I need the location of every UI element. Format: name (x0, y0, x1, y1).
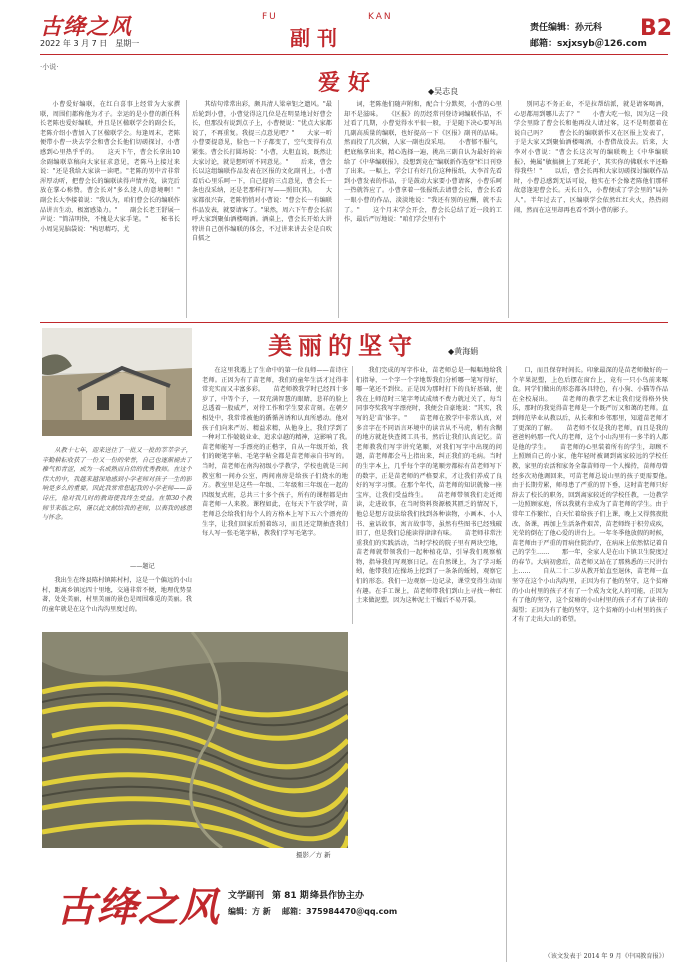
story2-col-a: 我出生在绛县陈村镇陈村村，这是一个偏远的小山村，距离乡镇远四十里地，交通非常不便，地理优势显著，处处美丽，村里美丽的景色是周围难觅的美丽。我的童年就是在这个山沟沟里度过的。 (42, 577, 192, 613)
header-rule (40, 54, 668, 55)
story2-col-d: 口，而且保存时间长。印象最深的是苗老师做好的一个苹果泥塑，上色后摆在窗台上，竟有一只小鸟前来啄食。同学们做出的形态都各具特色，有小狗、小猫等作品在全校展出。 苗老师的教学艺术让我们觉得格外快乐，那时的我觉得苗老师是一个既严厉又和蔼的老师。直到师范毕业从教以后，从长辈和乡邻那里，知道苗老师才了更深的了解。 苗老师不仅是我的老师，而且是我的爸爸妈妈那一代人的老师，这个小山沟里有一多半的人都是他的学生。 苗老师的心里装着所有的学生，却顾不上照顾自己的小家，他年轻时被调到离家较远的学校任教，家里的农活和家务全靠苗师母一个人操持，苗师母曾经多次劝他调回来，可苗老师总说山里的孩子更需要他。 由于长期劳累，师母患了严重的胃下垂，这时苗老师只好辞去了校长的职务，回到离家较近的学校任教，一边教学一边照顾家庭，所以我就有幸成为了苗老师的学生。由于常年工作繁忙，白天忙着给孩子们上课，晚上又得熬夜批改、备课，再加上生活条件艰苦，苗老师终于积劳成疾，光荣的倒在了他心爱的讲台上。一年冬季他放假的时候，苗老师由于严重的胃病住院治疗，在病床上依然惦记着自己的学生…… 那一年，全家人是在山下镇卫生院度过的春节。大病初愈后，苗老师又站在了那熟悉的三尺讲台上…… 自从二十二岁从教开始直至退休，苗老师一直坚守在这个小山沟沟里，正因为有了他的坚守，这个贫瘠的小山村里的孩子才有了一个成为文化人的可能，正因为有了他的坚守，这个贫瘠的小山村里的孩子才有了读书的渴望；正因为有了他的坚守，这个贫瘠的小山村里的孩子才有了走出大山的希望。 (512, 367, 668, 624)
story1-tag: ·小说· (40, 63, 59, 71)
story1-col4: 别同志不务正业，不是拉帮结派，就是请客喝酒，心思都用到哪儿去了？" 小曹大吃一惊，因为这一段学会里除了曹会长和他再没人请过客，这不是明摆着在说自己吗？ 曹会长的编联新作又在区报上发表了，于是大家又到聚仙酒楼喝酒，小曹借故没去。后来，大李对小曹说："曹会长这次写的编联晚上《中华编联报》，掩属"敏搞摘上了死耗子'，其实你的佛联水平还略得我些！" 以后，曹会长再和大家切磋探讨编联作品时，小曹总感到无话可说，他实在不会像老陈他们那样故意逢迎曹会长。天长日久，小曹便成了学会里的"局外人"。半年过去了，区编联学会依然红红火火，热热闹闹，然而在这里却再也看不到小曹的影子。 (514, 101, 668, 214)
story2-intro-signature: ——题记 (130, 563, 155, 570)
story2-divider2 (506, 366, 507, 962)
issue-date: 2022 年 3 月 7 日 星期一 (40, 39, 140, 48)
house-image (42, 328, 192, 436)
story2-title: 美丽的坚守 (268, 332, 418, 360)
story1-col1: 小曹爱好编联，在红白喜事上经常为大家撰联，周围们都称他为才子。幸运的是小曹的新任科长老陈也爱好编联，并且是区楹联学会的副会长，老陈介绍小曹加入了区楹联学会。每逢周末，老陈便带小曹一块去学会和曹会长他们切磋探讨，小曹感到心里热乎乎的。 这天下午，曹会长拿出10余副编联草稿向大家征求意见，老陈马上接过来说："还是我给大家读一读吧。"老陈的男中音非常浑厚动听，把曹会长的编联读得声情并茂，读完后放在掌心称赞。曹会长对"多么迷人的意境啊！" 副会长大李接着说："我认为，咱们曹会长的编联作品讲言生动，极富感染力。" 副会长老王舒展一声说："简洁明快，不愧是大家手笔。" 秘书长小周晃晃脑袋说："构思精巧，尤 (40, 101, 180, 233)
story2-author: ◆黄海娟 (448, 347, 479, 356)
footer-label: 文学副刊 (228, 891, 265, 901)
footer-issue: 第 81 期 (272, 891, 309, 901)
story1-divider1 (186, 100, 187, 318)
story1-divider2 (338, 100, 339, 318)
pinyin-fu: FU (262, 12, 278, 22)
story2-divider1 (352, 366, 353, 624)
story1-divider3 (508, 100, 509, 318)
story1-author: ◆吴志良 (428, 87, 459, 96)
story2-intro: 从教十七年，迎来送往了一批又一批的莘莘学子，辛勤耕耘收获了一份又一份的荣誉，自己也逐渐褪去了稚气和青涩，成为一名成熟而自信的优秀教师。在这个伟大的中，我越来越深地感到小学老师对孩子一生的影响是多么的重要。因此我常常想起我的小学老师——苗诗庄，他对我几时的教诲使我终生受益。在第30个教师节来临之际，谨以此文献给我的老师，以表我的感恩与怀念。 (42, 447, 192, 522)
footer-sponsor: 绛县作协主办 (310, 891, 365, 901)
header-editor: 责任编辑：孙元科 (530, 23, 603, 33)
masthead-logo: 古绛之风 (40, 14, 133, 40)
story1-col3: 词，老陈他们随声附和，配合十分默契，小曹的心里却不是滋味。 《区报》的历经常刊登诗词编联作品，不过看了几期，小曹觉得水平很一般，于是随下决心要写出几副高质量的编联，也好提高一下《区报》副刊的品味。然而投了几次稿，人家一副也没采用。 小曹郁不服气，把底稿拿出来，精心选择一遍，挑出三副自认为最好的亲给了《中华编联报》，没想到竟在"编联新作选登"栏目刊登了出来。一幅上，学会订有好几份这种报纸，大李首先看到小曹发表的作品，于是鼓动大家要小曹请客，小曹乐呵一热就答应了。小曹拿着一张报纸去请曹会长，曹会长看一眼小曹的作品，淡淡地说："我还有别的应酬，就不去了。" 这个月末学会开会，曹会长总结了近一段的工作，最后严厉地说："咱们学会里有个 (344, 101, 502, 224)
terrace-photo (42, 632, 348, 848)
page-number: B2 (640, 16, 673, 41)
story1-title: 爱好 (318, 71, 379, 96)
story2-footnote: （该文发表于 2014 年 9 月《中国教育报》） (544, 953, 668, 960)
terrace-image (42, 632, 348, 848)
story2-col-b: 在这里我遇上了生命中的第一位良师——苗诗庄老师。正因为有了苗老师，我们的童年生活才过得非常充实而又丰富多彩。 苗老师教我学时已经四十多岁了，中等个子，一双充满智慧的眼睛，悲祥的脸上总透着一股威严，对待工作和学生要求苛刻。在朝夕相处中，我常常被他的循循善诱和认真所感动。他对孩子们向来严厉、精益求精，从他身上，我们学到了一种对工作兢兢业业、追求卓越的精神，这影响了我。 苗老师能写一手漂亮的正楷字，自从一年级开始，我们的硬笔字帖、毛笔字帖全都是苗老师亲自书写的。当时，苗老师在南沟初级小学教学，学校也就是三间教室和一间办公室，两间南房是给孩子们烧水的地方。教室里是这些一年级、二年级和三年级在一起的四级复式班，总共三十多个孩子，所有的课程都是由苗老师一人来教。课程如此，在每天下午放学时，苗老师总会给我们每个人的方格本上写下五六个漂亮的生字，让我们回家后照着练习，而且还定期抽查我们每人写一张毛笔字帖，教我们学写毛笔字。 (202, 367, 348, 538)
header-email: 邮箱：sxjxsyb＠126.com (530, 39, 647, 49)
footer-email: 邮箱：375984470＠qq.com (282, 907, 398, 916)
house-photo (42, 328, 192, 436)
story1-col2: 其结句常常出彩，颇具清人梁章钜之遗风。"最后轮到小曹，小曹觉得这几位是在明显地讨好曹会长，但那没有说到点子上，小曹便说："优点大家都说了，不再重复。我提三点意见吧？" 大家一听小曹要提意见，脸色一下子都变了，空气变得有点紧张。曹会长打圆场说："小曹，大胆直说，既然让大家讨论，就是想听听不同意见。" 后来，曹会长以这组编联作品发表在区报的文化副刊上，小曹看后心里乐呵一下，自己提的三点意见，曹会长一条也没采纳，还是老那样打写——照旧(其)。 大家都很兴奋，老陈悄悄对小曹说："曹会长一有编联作品发表，就要请客了。"果然，周六下午曹会长招呼大家到聚仙酒楼喝酒。酒桌上，曹会长开始大讲特讲自己创作编联的体会，不过讲来讲去全是自吹自擂之 (192, 101, 332, 243)
footer-logo: 古绛之风 (56, 884, 220, 931)
story2-col-c: 我们完成的写字作业，苗老师总是一幅幅地给我们指导，一个字一个字地帮我们分析哪一笔写得好，哪一笔还不到位。正是因为那时打下的良好基础，使我在上师范时三笔字考试成绩不费力就过关了，每当同事夸奖我写字漂亮时，我便会自豪地说："其实，我写的是'苗'体字。" 苗老师在教学中非常认真，对多音字在不同语言环境中的读音从不马虎，稍有含糊的地方就赶快查阅工具书，然后让我们认真记忆。苗老师教我们写字讲究笔顺，对我们写字中出现的问题，苗老师都会马上指出来，纠正我们的毛病。当时的生字本上，几乎每个字的笔顺旁都标有苗老师写下的数字，正是苗老师的严格要求，才让我们养成了良好的写字习惯。在那个年代，苗老师的知识就像一座宝库，让我们受益终生。 苗老师带领我们走近阅读，走进故事，在当时资料资源极其匮乏的情况下，他总是想方设法给我们找到各种读物，小画本、小人书、童话故事，寓言故事等，虽然有些图书已经残破旧了，但是我们总能读得津津有味。 苗老师非常注重我们的实践活动，当时学校的院子里有两块空地，苗老师就带领我们一起种植花草，引导我们观察植物，指导我们写观察日记。在自然课上，为了学习蚯蚓，他带我们在操场上挖到了一条条的蚯蚓，观察它们的形态。我们一边观察一边记录，课堂变得生动而有趣。在手工课上，苗老师带我们到山上寻找一种红土来做泥塑，因为这种泥土干燥后不易开裂。 (356, 367, 502, 605)
story-separator (40, 322, 668, 323)
pinyin-kan: KAN (368, 12, 393, 22)
photo-caption: 摄影／方 新 (296, 851, 331, 859)
footer-editor: 编辑：方 新 (228, 907, 271, 916)
section-title: 副 刊 (290, 26, 337, 50)
